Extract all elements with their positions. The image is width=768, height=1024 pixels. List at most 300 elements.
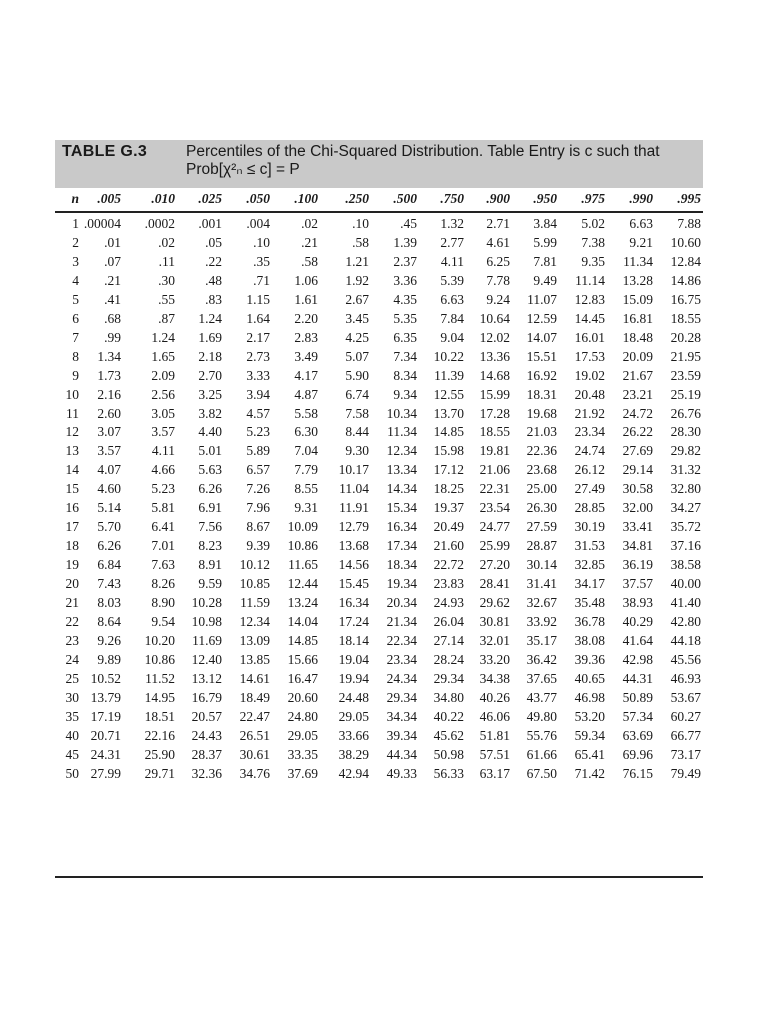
table-cell: 31.53 [574, 538, 605, 554]
table-cell: 5.23 [246, 424, 270, 440]
table-cell: 37.16 [670, 538, 701, 554]
row-label: 23 [65, 632, 79, 648]
table-cell: 24.43 [191, 727, 222, 743]
row-label: 30 [65, 689, 79, 705]
table-cell: 23.21 [622, 386, 653, 402]
table-cell: 5.07 [345, 348, 369, 364]
table-cell: 45.62 [433, 727, 464, 743]
row-label: 16 [65, 500, 79, 516]
table-cell: 26.30 [526, 500, 557, 516]
table-cell: 14.85 [287, 632, 318, 648]
table-cell: 5.02 [581, 216, 605, 231]
table-cell: 7.96 [246, 500, 270, 516]
table-cell: 14.85 [433, 424, 464, 440]
table-cell: 11.34 [623, 253, 653, 269]
table-cell: 13.70 [433, 405, 464, 421]
table-cell: 18.55 [670, 310, 701, 326]
table-cell: 49.80 [526, 708, 557, 724]
table-cell: 15.99 [479, 386, 510, 402]
table-cell: 1.73 [97, 367, 121, 383]
table-cell: 25.00 [526, 481, 557, 497]
table-cell: 26.76 [670, 405, 701, 421]
table-cell: 10.28 [191, 595, 222, 610]
table-cell: 76.15 [622, 765, 653, 781]
table-cell: 24.77 [479, 519, 510, 535]
table-cell: 21.34 [386, 613, 417, 629]
table-cell: 33.35 [287, 746, 318, 762]
table-cell: 61.66 [526, 746, 557, 762]
table-cell: 11.65 [288, 557, 318, 573]
table-cell: 6.41 [151, 519, 175, 535]
table-cell: 19.34 [386, 576, 417, 592]
table-cell: .10 [352, 216, 369, 231]
row-label: 3 [72, 253, 79, 269]
table-cell: 28.24 [433, 651, 464, 667]
table-cell: 21.06 [479, 462, 510, 478]
table-cell: 1.69 [198, 329, 222, 345]
table-cell: 22.72 [433, 557, 464, 573]
table-cell: 1.06 [294, 272, 318, 288]
table-cell: 10.98 [191, 613, 222, 629]
table-cell: .99 [104, 329, 121, 345]
row-label: 6 [72, 310, 79, 326]
table-cell: 26.22 [622, 424, 653, 440]
table-cell: 20.09 [622, 348, 653, 364]
table-cell: 3.33 [246, 367, 270, 383]
table-cell: 31.32 [670, 462, 701, 478]
table-cell: 40.29 [622, 613, 653, 629]
table-cell: .11 [158, 253, 175, 269]
table-cell: 17.53 [574, 348, 605, 364]
table-cell: 7.63 [151, 557, 175, 573]
table-cell: 13.09 [239, 632, 270, 648]
table-cell: 21.92 [574, 405, 605, 421]
table-cell: 34.27 [670, 500, 701, 516]
table-cell: 46.98 [574, 689, 605, 705]
table-cell: 34.76 [239, 765, 270, 781]
row-label: 5 [72, 291, 79, 307]
table-cell: 57.34 [622, 708, 653, 724]
row-label: 22 [65, 613, 79, 629]
table-cell: 51.81 [479, 727, 510, 743]
table-cell: 19.94 [338, 670, 369, 686]
row-label: 35 [65, 708, 79, 724]
table-cell: 4.57 [246, 405, 270, 421]
table-cell: 29.82 [670, 443, 701, 459]
table-cell: .02 [301, 216, 318, 231]
table-cell: .05 [205, 234, 222, 250]
table-cell: 2.17 [246, 329, 270, 345]
table-cell: 43.77 [526, 689, 557, 705]
column-header: .010 [151, 191, 175, 206]
table-cell: 1.15 [246, 291, 270, 307]
table-cell: 13.79 [90, 689, 121, 705]
table-cell: 12.59 [526, 310, 557, 326]
table-cell: 42.94 [338, 765, 369, 781]
table-cell: 12.83 [574, 291, 605, 307]
table-cell: 3.05 [151, 405, 175, 421]
table-cell: 18.55 [479, 424, 510, 440]
row-label: 24 [65, 651, 79, 667]
table-cell: 4.61 [486, 234, 510, 250]
table-cell: 9.39 [246, 538, 270, 554]
table-cell: 20.71 [90, 727, 121, 743]
table-cell: 36.78 [574, 613, 605, 629]
table-cell: 57.51 [479, 746, 510, 762]
table-cell: .58 [301, 253, 318, 269]
table-cell: 11.04 [339, 481, 369, 497]
table-cell: 65.41 [574, 746, 605, 762]
table-cell: 16.75 [670, 291, 701, 307]
table-cell: 8.91 [198, 557, 222, 573]
column-header: .005 [97, 191, 121, 206]
table-cell: 2.71 [486, 216, 510, 231]
table-cell: 44.18 [670, 632, 701, 648]
table-cell: .004 [246, 216, 270, 231]
table-cell: 5.81 [151, 500, 175, 516]
table-cell: 35.17 [526, 632, 557, 648]
table-cell: 20.49 [433, 519, 464, 535]
table-cell: 44.34 [386, 746, 417, 762]
table-cell: 4.11 [151, 443, 175, 459]
table-cell: 18.25 [433, 481, 464, 497]
table-cell: 15.51 [526, 348, 557, 364]
table-cell: 8.26 [151, 576, 175, 592]
table-cell: 3.49 [294, 348, 318, 364]
table-cell: 16.92 [526, 367, 557, 383]
table-cell: 26.51 [239, 727, 270, 743]
table-cell: 4.11 [440, 253, 464, 269]
table-cell: 3.82 [198, 405, 222, 421]
table-cell: 2.37 [393, 253, 417, 269]
table-cell: 7.84 [440, 310, 464, 326]
table-cell: .001 [198, 216, 222, 231]
table-cell: 14.04 [287, 613, 318, 629]
table-cell: 28.87 [526, 538, 557, 554]
table-cell: 27.69 [622, 443, 653, 459]
table-cell: 55.76 [526, 727, 557, 743]
table-cell: 5.70 [97, 519, 121, 535]
table-cell: .83 [205, 291, 222, 307]
table-cell: 53.67 [670, 689, 701, 705]
table-cell: 14.95 [144, 689, 175, 705]
table-cell: 7.78 [486, 272, 510, 288]
table-cell: 34.80 [433, 689, 464, 705]
table-cell: 15.09 [622, 291, 653, 307]
table-cell: 22.47 [239, 708, 270, 724]
table-cell: 21.95 [670, 348, 701, 364]
column-header-n: n [71, 191, 79, 206]
table-cell: 20.57 [191, 708, 222, 724]
column-header: .975 [581, 191, 605, 206]
table-cell: 42.80 [670, 613, 701, 629]
table-cell: 22.31 [479, 481, 510, 497]
table-cell: 40.65 [574, 670, 605, 686]
table-cell: 30.58 [622, 481, 653, 497]
table-cell: 16.81 [622, 310, 653, 326]
table-cell: 11.14 [575, 272, 605, 288]
table-cell: 7.79 [294, 462, 318, 478]
table-cell: 7.43 [97, 576, 121, 592]
table-cell: 8.34 [393, 367, 417, 383]
table-cell: 9.49 [533, 272, 557, 288]
row-label: 10 [65, 386, 79, 402]
table-cell: 29.34 [433, 670, 464, 686]
table-cell: 12.55 [433, 386, 464, 402]
table-cell: 23.34 [574, 424, 605, 440]
table-cell: 14.61 [239, 670, 270, 686]
row-label: 50 [65, 765, 79, 781]
table-cell: 12.44 [287, 576, 318, 592]
table-cell: .07 [104, 253, 121, 269]
table-cell: 17.12 [433, 462, 464, 478]
table-cell: 3.36 [393, 272, 417, 288]
bottom-rule [55, 876, 703, 878]
table-cell: 1.24 [151, 329, 175, 345]
table-cell: 3.45 [345, 310, 369, 326]
table-cell: 1.32 [440, 216, 464, 231]
table-cell: .01 [104, 234, 121, 250]
table-cell: 6.26 [97, 538, 121, 554]
table-cell: 9.31 [294, 500, 318, 516]
table-cell: 7.56 [198, 519, 222, 535]
table-cell: 6.84 [97, 557, 121, 573]
table-cell: 22.36 [526, 443, 557, 459]
table-cell: .87 [158, 310, 175, 326]
table-cell: .71 [253, 272, 270, 288]
row-label: 7 [72, 329, 79, 345]
table-cell: 12.79 [338, 519, 369, 535]
table-cell: 34.38 [479, 670, 510, 686]
table-cell: .0002 [144, 216, 175, 231]
column-header: .995 [677, 191, 701, 206]
table-cell: .58 [352, 234, 369, 250]
table-cell: 27.20 [479, 557, 510, 573]
row-label: 20 [65, 576, 79, 592]
table-cell: 1.24 [198, 310, 222, 326]
table-cell: 33.20 [479, 651, 510, 667]
table-caption: Percentiles of the Chi-Squared Distribution. Table Entry is c such that Prob[χ²ₙ ≤ c] = P [186, 143, 660, 178]
table-cell: 5.23 [151, 481, 175, 497]
table-cell: 32.01 [479, 632, 510, 648]
table-cell: 23.68 [526, 462, 557, 478]
table-cell: 60.27 [670, 708, 701, 724]
table-cell: 14.86 [670, 272, 701, 288]
table-cell: 40.26 [479, 689, 510, 705]
row-label: 21 [65, 595, 79, 610]
table-cell: 21.60 [433, 538, 464, 554]
table-cell: 13.12 [191, 670, 222, 686]
table-cell: 25.99 [479, 538, 510, 554]
column-header: .250 [345, 191, 369, 206]
table-cell: 29.05 [287, 727, 318, 743]
table-cell: 28.30 [670, 424, 701, 440]
table-cell: 1.65 [151, 348, 175, 364]
table-cell: 2.70 [198, 367, 222, 383]
table-cell: 5.99 [533, 234, 557, 250]
table-cell: 34.81 [622, 538, 653, 554]
table-cell: 2.16 [97, 386, 121, 402]
table-cell: 1.64 [246, 310, 270, 326]
table-cell: 29.05 [338, 708, 369, 724]
table-cell: 39.36 [574, 651, 605, 667]
table-cell: 18.31 [526, 386, 557, 402]
table-cell: 26.04 [433, 613, 464, 629]
table-cell: 10.85 [239, 576, 270, 592]
table-cell: 3.57 [97, 443, 121, 459]
table-cell: 11.07 [527, 291, 557, 307]
table-cell: 38.93 [622, 595, 653, 610]
table-cell: 37.69 [287, 765, 318, 781]
table-cell: 30.19 [574, 519, 605, 535]
table-cell: 8.03 [97, 595, 121, 610]
table-cell: 4.35 [393, 291, 417, 307]
table-cell: 1.92 [345, 272, 369, 288]
table-cell: 29.14 [622, 462, 653, 478]
table-cell: 9.59 [198, 576, 222, 592]
table-cell: .22 [205, 253, 222, 269]
table-cell: 8.90 [151, 595, 175, 610]
table-cell: 27.99 [90, 765, 121, 781]
table-cell: 11.34 [387, 424, 417, 440]
table-cell: 3.84 [533, 216, 557, 231]
table-cell: 2.09 [151, 367, 175, 383]
table-cell: 24.31 [90, 746, 121, 762]
table-cell: 46.93 [670, 670, 701, 686]
table-cell: 6.63 [629, 216, 653, 231]
table-cell: 9.34 [393, 386, 417, 402]
table-cell: 40.22 [433, 708, 464, 724]
table-cell: 39.34 [386, 727, 417, 743]
table-cell: 2.73 [246, 348, 270, 364]
table-cell: 31.41 [526, 576, 557, 592]
table-cell: 17.24 [338, 613, 369, 629]
table-cell: 33.92 [526, 613, 557, 629]
table-cell: 16.34 [386, 519, 417, 535]
table-cell: 20.60 [287, 689, 318, 705]
table-cell: 14.07 [526, 329, 557, 345]
table-cell: 42.98 [622, 651, 653, 667]
table-cell: 9.04 [440, 329, 464, 345]
table-cell: 7.01 [151, 538, 175, 554]
table-cell: 24.74 [574, 443, 605, 459]
table-cell: 3.94 [246, 386, 270, 402]
table-cell: 9.21 [629, 234, 653, 250]
table-cell: 8.64 [97, 613, 121, 629]
table-cell: 8.23 [198, 538, 222, 554]
table-cell: 45.56 [670, 651, 701, 667]
table-cell: .10 [253, 234, 270, 250]
table-cell: 37.57 [622, 576, 653, 592]
row-label: 4 [72, 272, 79, 288]
table-cell: .41 [104, 291, 121, 307]
table-cell: 7.88 [677, 216, 701, 231]
row-label: 25 [65, 670, 79, 686]
table-cell: 37.65 [526, 670, 557, 686]
row-label: 40 [65, 727, 79, 743]
table-cell: 10.22 [433, 348, 464, 364]
table-cell: .68 [104, 310, 121, 326]
table-cell: 10.17 [338, 462, 369, 478]
column-header: .500 [393, 191, 417, 206]
table-cell: 30.61 [239, 746, 270, 762]
table-cell: 16.79 [191, 689, 222, 705]
table-cell: 23.34 [386, 651, 417, 667]
table-cell: 4.60 [97, 481, 121, 497]
table-cell: 10.20 [144, 632, 175, 648]
table-cell: 79.49 [670, 765, 701, 781]
table-cell: 15.98 [433, 443, 464, 459]
table-cell: 1.34 [97, 348, 121, 364]
table-cell: 63.17 [479, 765, 510, 781]
table-cell: 12.84 [670, 253, 701, 269]
table-cell: 24.80 [287, 708, 318, 724]
column-header: .100 [294, 191, 318, 206]
table-cell: 22.34 [386, 632, 417, 648]
table-cell: 5.35 [393, 310, 417, 326]
table-cell: 10.64 [479, 310, 510, 326]
table-cell: 2.56 [151, 386, 175, 402]
table-cell: 12.34 [239, 613, 270, 629]
table-cell: 66.77 [670, 727, 701, 743]
table-cell: 2.18 [198, 348, 222, 364]
table-cell: .00004 [83, 216, 121, 231]
table-cell: 8.67 [246, 519, 270, 535]
table-cell: 11.52 [145, 670, 175, 686]
row-label: 1 [72, 216, 79, 231]
table-cell: 63.69 [622, 727, 653, 743]
table-cell: 2.20 [294, 310, 318, 326]
table-cell: 20.28 [670, 329, 701, 345]
table-cell: 32.85 [574, 557, 605, 573]
table-cell: .45 [400, 216, 417, 231]
table-cell: 6.26 [198, 481, 222, 497]
table-cell: 4.87 [294, 386, 318, 402]
header-rule [55, 211, 703, 213]
table-cell: 13.28 [622, 272, 653, 288]
table-cell: 24.72 [622, 405, 653, 421]
table-cell: 15.66 [287, 651, 318, 667]
table-cell: 19.02 [574, 367, 605, 383]
table-cell: 18.49 [239, 689, 270, 705]
column-header: .900 [486, 191, 510, 206]
table-cell: 6.74 [345, 386, 369, 402]
table-cell: 25.90 [144, 746, 175, 762]
table-cell: 10.60 [670, 234, 701, 250]
column-header: .990 [629, 191, 653, 206]
table-cell: 5.90 [345, 367, 369, 383]
table-cell: 41.40 [670, 595, 701, 610]
table-cell: 69.96 [622, 746, 653, 762]
row-label: 45 [65, 746, 79, 762]
table-cell: 41.64 [622, 632, 653, 648]
table-cell: 7.38 [581, 234, 605, 250]
table-cell: 32.36 [191, 765, 222, 781]
row-label: 13 [65, 443, 79, 459]
table-cell: 21.67 [622, 367, 653, 383]
column-header: .025 [198, 191, 222, 206]
table-cell: 10.09 [287, 519, 318, 535]
table-cell: 19.37 [433, 500, 464, 516]
table-cell: 59.34 [574, 727, 605, 743]
table-cell: 6.25 [486, 253, 510, 269]
table-cell: 23.54 [479, 500, 510, 516]
row-label: 8 [72, 348, 79, 364]
table-cell: 11.69 [192, 632, 222, 648]
row-label: 19 [65, 557, 79, 573]
table-cell: 7.58 [345, 405, 369, 421]
row-label: 12 [65, 424, 79, 440]
